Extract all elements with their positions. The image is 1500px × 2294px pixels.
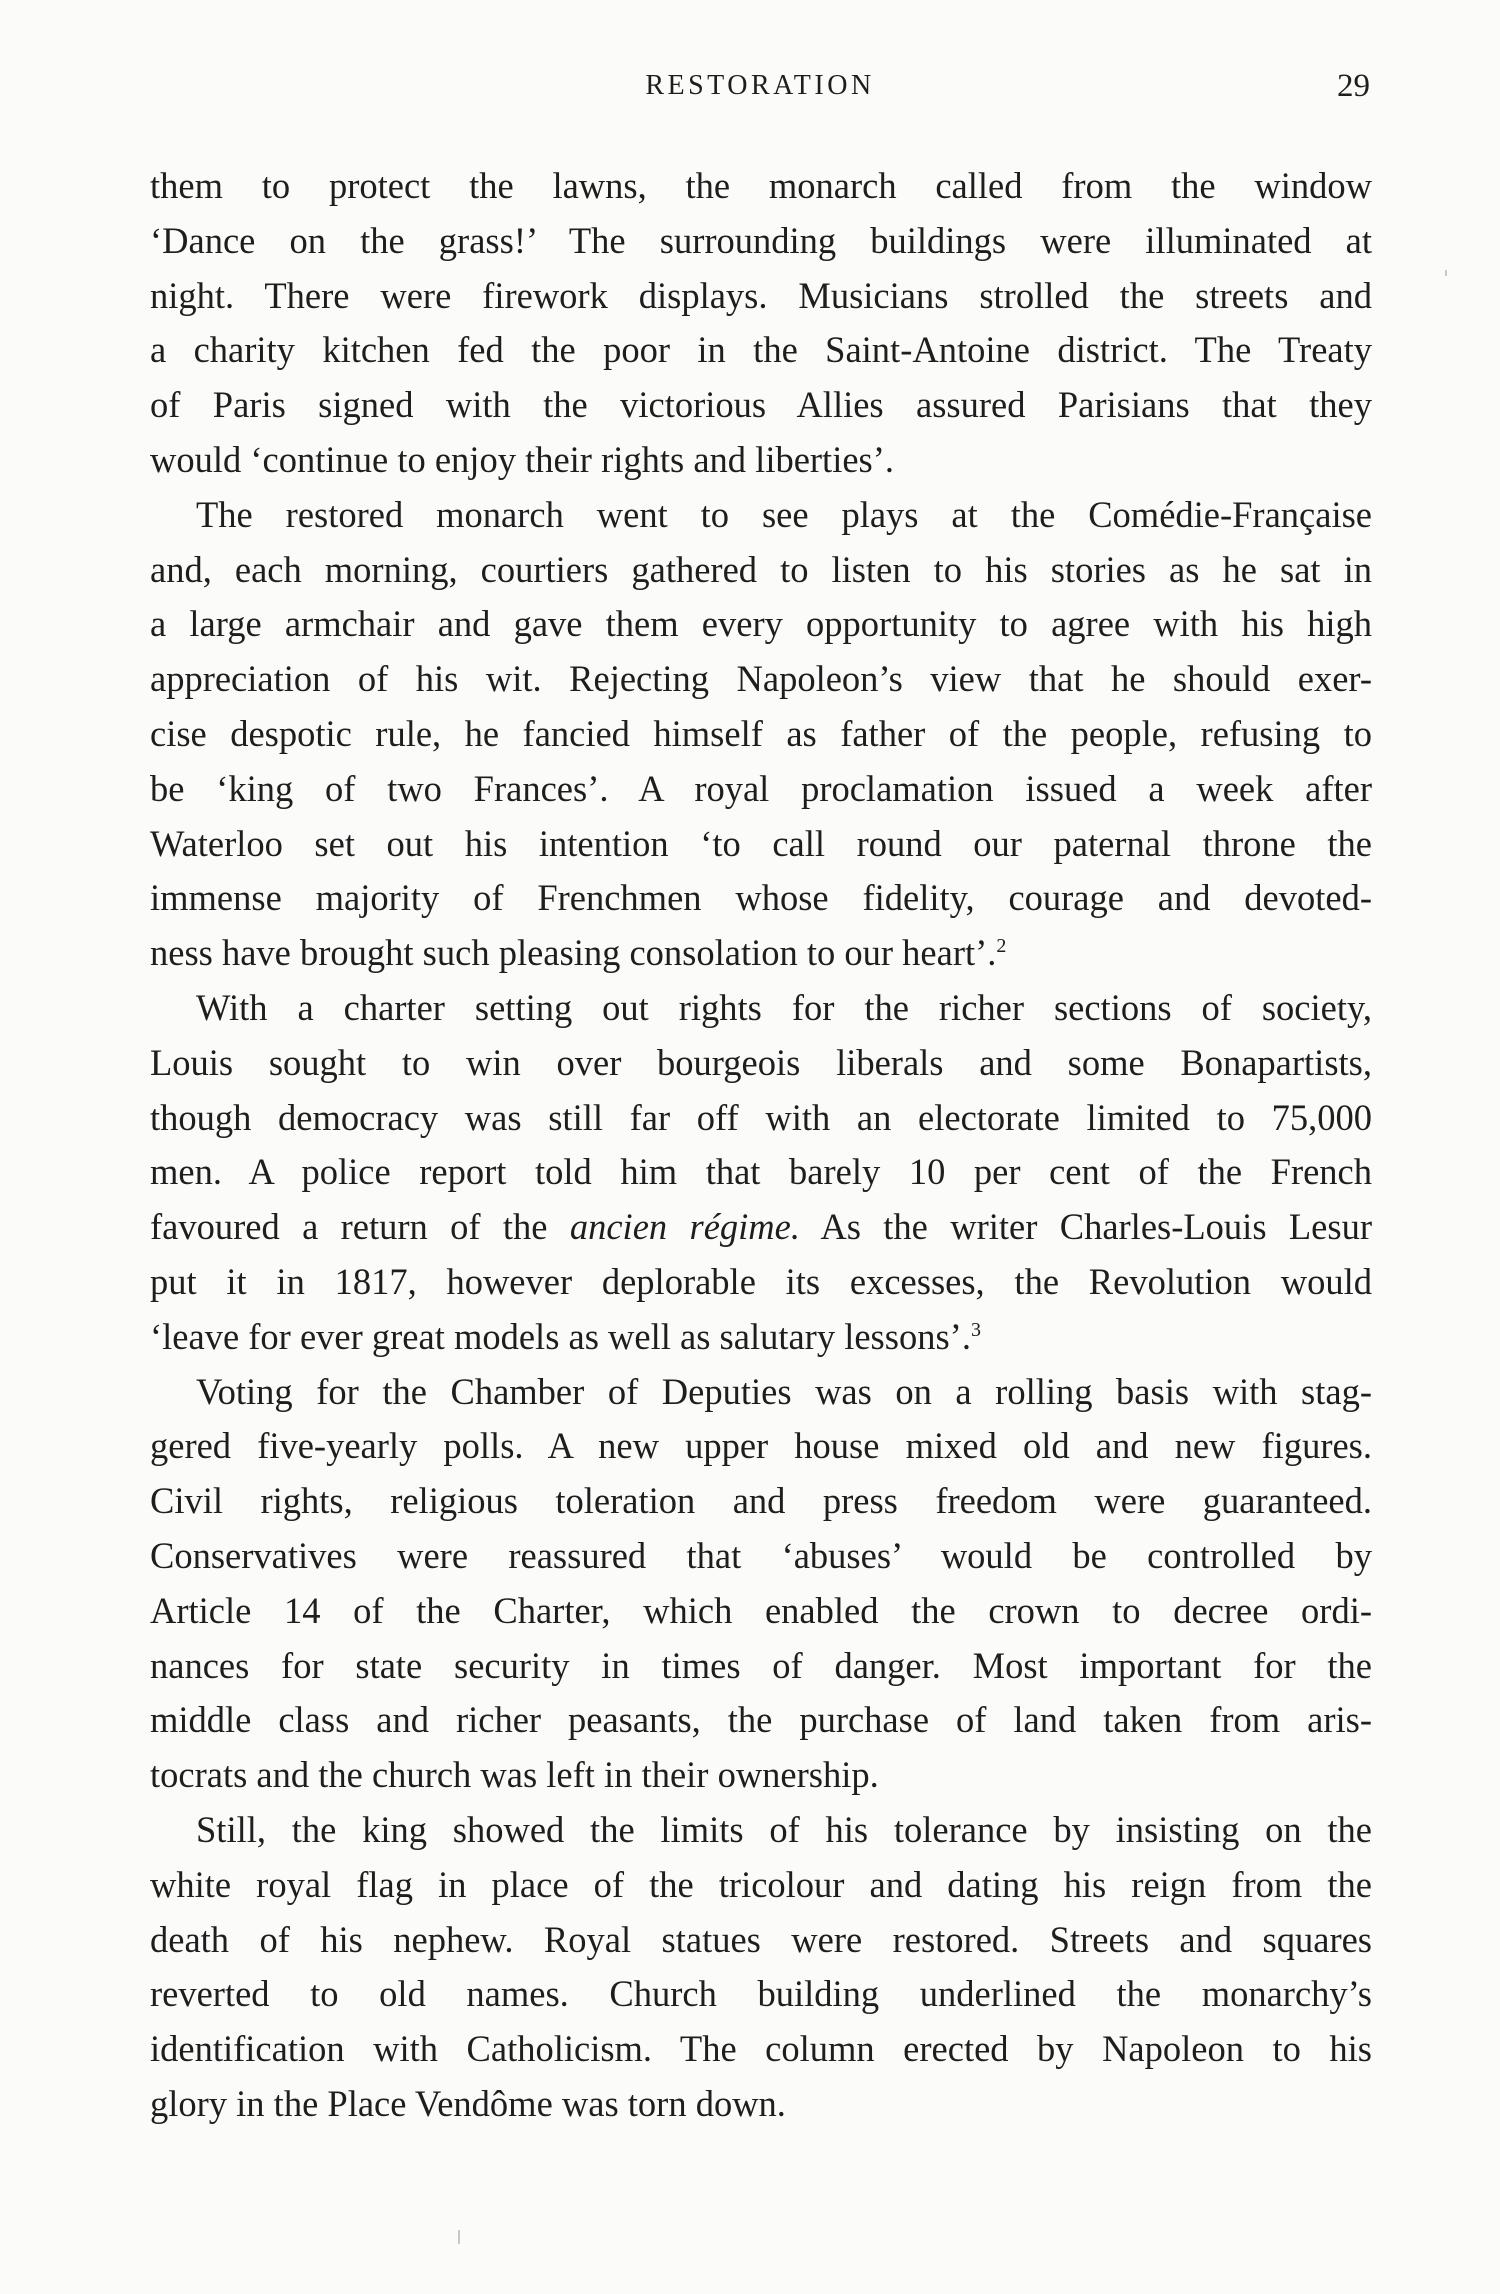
scan-speck — [1445, 270, 1447, 276]
body-text — [150, 159, 1372, 2132]
text-span: ness have brought such pleasing consolation to our heart’. — [150, 932, 997, 974]
footnote-ref-2: 2 — [996, 935, 1007, 957]
page-number: 29 — [1337, 68, 1370, 104]
text-line: gered five-yearly polls. A new upper house mixed old and new figures. — [150, 1425, 1372, 1467]
text-line: reverted to old names. Church building underlined the monarchy’s — [150, 1973, 1372, 2015]
text-line: With a charter setting out rights for the richer sections of society, — [196, 986, 1372, 1028]
text-line: white royal flag in place of the tricolour and dating his reign from the — [150, 1863, 1372, 1905]
text-line: tocrats and the church was left in their ownership. — [150, 1754, 879, 1796]
text-line: Still, the king showed the limits of his tolerance by insisting on the — [196, 1808, 1372, 1850]
text-line: cise despotic rule, he fancied himself as father of the people, refusing to — [150, 712, 1372, 754]
text-line: nances for state security in times of danger. Most important for the — [150, 1644, 1372, 1686]
text-line: be ‘king of two Frances’. A royal proclamation issued a week after — [150, 767, 1372, 809]
text-line: Louis sought to win over bourgeois liberals and some Bonapartists, — [150, 1041, 1372, 1083]
text-line: Conservatives were reassured that ‘abuses’ would be controlled by — [150, 1534, 1372, 1576]
text-line: men. A police report told him that barely 10 per cent of the French — [150, 1151, 1372, 1193]
text-line: a large armchair and gave them every opportunity to agree with his high — [150, 603, 1372, 645]
italic-term: ancien régime. — [569, 1206, 800, 1248]
text-line: immense majority of Frenchmen whose fidelity, courage and devoted- — [150, 877, 1372, 919]
running-title: RESTORATION — [645, 70, 875, 101]
text-line — [150, 926, 1372, 981]
text-line: The restored monarch went to see plays at the Comédie-Française — [196, 493, 1372, 535]
text-line: middle class and richer peasants, the purchase of land taken from aris- — [150, 1699, 1372, 1741]
text-line — [150, 1200, 1372, 1255]
text-span: favoured a return of the — [150, 1206, 570, 1248]
running-head — [150, 66, 1370, 106]
text-line: though democracy was still far off with an electorate limited to 75,000 — [150, 1096, 1372, 1138]
text-line: glory in the Place Vendôme was torn down. — [150, 2082, 786, 2124]
scan-speck — [458, 2230, 460, 2244]
text-line: Voting for the Chamber of Deputies was on a rolling basis with stag- — [196, 1370, 1372, 1412]
footnote-ref-3: 3 — [970, 1318, 981, 1341]
text-line: Article 14 of the Charter, which enabled the crown to decree ordi- — [150, 1589, 1372, 1631]
text-line: Civil rights, religious toleration and press freedom were guaranteed. — [150, 1480, 1372, 1522]
text-line: of Paris signed with the victorious Allies assured Parisians that they — [150, 384, 1372, 426]
text-line: ‘Dance on the grass!’ The surrounding buildings were illuminated at — [150, 219, 1372, 261]
text-line: identification with Catholicism. The column erected by Napoleon to his — [150, 2028, 1372, 2070]
text-line: and, each morning, courtiers gathered to listen to his stories as he sat in — [150, 548, 1372, 590]
text-line: put it in 1817, however deplorable its excesses, the Revolution would — [150, 1260, 1372, 1302]
text-line: death of his nephew. Royal statues were restored. Streets and squares — [150, 1918, 1372, 1960]
text-span: ‘leave for ever great models as well as salutary lessons’. — [150, 1315, 971, 1357]
text-line: a charity kitchen fed the poor in the Saint-Antoine district. The Treaty — [150, 329, 1372, 371]
text-line — [150, 1310, 1372, 1365]
text-line: them to protect the lawns, the monarch called from the window — [150, 165, 1372, 206]
text-line: night. There were firework displays. Musicians strolled the streets and — [150, 274, 1372, 316]
text-line: would ‘continue to enjoy their rights and liberties’. — [150, 438, 895, 480]
text-line: appreciation of his wit. Rejecting Napoleon’s view that he should exer- — [150, 658, 1372, 700]
text-line: Waterloo set out his intention ‘to call round our paternal throne the — [150, 822, 1372, 864]
text-span: As the writer Charles-Louis Lesur — [800, 1206, 1372, 1248]
